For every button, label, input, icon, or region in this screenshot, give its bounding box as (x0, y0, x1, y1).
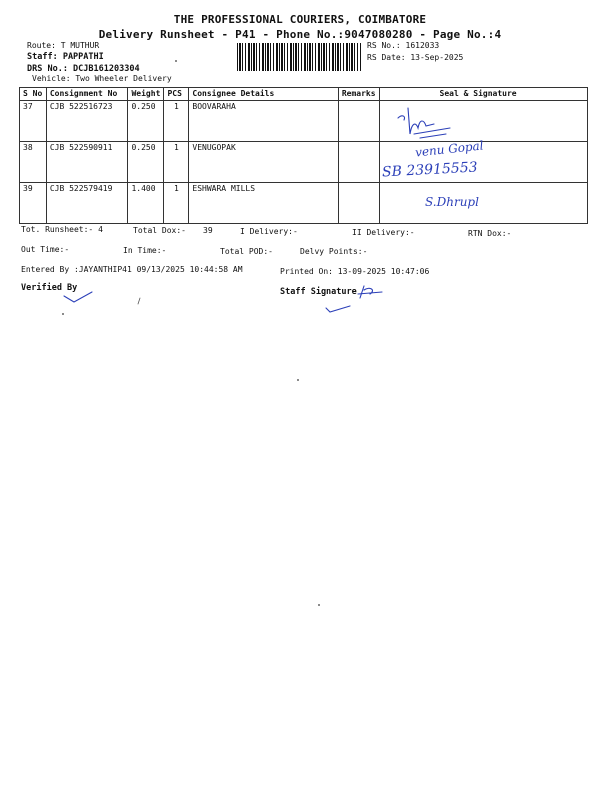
col-remarks: Remarks (338, 88, 379, 101)
verified-by-label: Verified By (21, 283, 78, 293)
cell-weight: 0.250 (128, 142, 164, 183)
cell-pcs: 1 (164, 101, 189, 142)
ii-delivery: II Delivery:- (352, 228, 415, 237)
total-pod: Total POD:- (220, 247, 273, 256)
col-consignment: Consignment No (46, 88, 128, 101)
ink-dot (318, 604, 320, 606)
table-row (20, 101, 588, 142)
ink-dot (297, 379, 299, 381)
col-pcs: PCS (164, 88, 189, 101)
drs-number: DRS No.: DCJB161203304 (27, 64, 140, 74)
cell-consignment: CJB 522590911 (46, 142, 128, 183)
rs-date: RS Date: 13-Sep-2025 (367, 53, 464, 62)
cell-consignment: CJB 522516723 (46, 101, 128, 142)
ink-dot (175, 60, 177, 62)
col-sno: S No (20, 88, 47, 101)
entered-by: Entered By :JAYANTHIP41 09/13/2025 10:44:58 AM (21, 265, 243, 274)
cell-pcs: 1 (164, 183, 189, 224)
cell-sno: 39 (20, 183, 47, 224)
ink-dot (62, 313, 64, 315)
cell-remarks (338, 142, 379, 183)
cell-pcs: 1 (164, 142, 189, 183)
in-time: In Time:- (123, 246, 167, 255)
table-row (20, 183, 588, 224)
signature-row37 (390, 104, 470, 140)
route-label: Route: T MUTHUR (27, 41, 100, 50)
cell-consignee: VENUGOPAK (189, 142, 338, 183)
col-consignee: Consignee Details (189, 88, 338, 101)
delvy-points: Delvy Points:- (300, 247, 368, 256)
cell-sno: 38 (20, 142, 47, 183)
col-signature: Seal & Signature (379, 88, 587, 101)
verified-by-signature (60, 290, 160, 320)
barcode (237, 43, 361, 71)
cell-weight: 0.250 (128, 101, 164, 142)
cell-remarks (338, 183, 379, 224)
signature-row38-number: SB 23915553 (381, 159, 478, 181)
runsheet-table (19, 87, 588, 224)
table-row (20, 142, 588, 183)
signature-row38-name: venu Gopal (414, 138, 485, 160)
out-time: Out Time:- (21, 245, 70, 254)
rtn-dox: RTN Dox:- (468, 229, 512, 238)
i-delivery: I Delivery:- (240, 227, 298, 236)
cell-consignment: CJB 522579419 (46, 183, 128, 224)
staff-label: Staff: PAPPATHI (27, 52, 104, 62)
total-dox-label: Total Dox:- (133, 226, 186, 235)
cell-consignee: BOOVARAHA (189, 101, 338, 142)
cell-consignee: ESHWARA MILLS (189, 183, 338, 224)
total-dox-value: 39 (203, 226, 213, 235)
runsheet-subtitle: Delivery Runsheet - P41 - Phone No.:9047080280 - Page No.:4 (98, 28, 502, 41)
cell-weight: 1.400 (128, 183, 164, 224)
cell-remarks (338, 101, 379, 142)
tot-runsheet: Tot. Runsheet:- 4 (21, 225, 103, 234)
staff-signature-mark (320, 282, 390, 322)
rs-number: RS No.: 1612033 (367, 41, 440, 50)
col-weight: Weight (128, 88, 164, 101)
company-title: THE PROFESSIONAL COURIERS, COIMBATORE (173, 13, 427, 26)
printed-on: Printed On: 13-09-2025 10:47:06 (280, 267, 430, 276)
cell-signature (379, 183, 587, 224)
vehicle-label: Vehicle: Two Wheeler Delivery (32, 74, 172, 83)
staff-signature-label: Staff Signature (280, 287, 357, 297)
table-header-row (20, 88, 588, 101)
cell-sno: 37 (20, 101, 47, 142)
signature-row39: S.Dhrupl (425, 195, 479, 209)
